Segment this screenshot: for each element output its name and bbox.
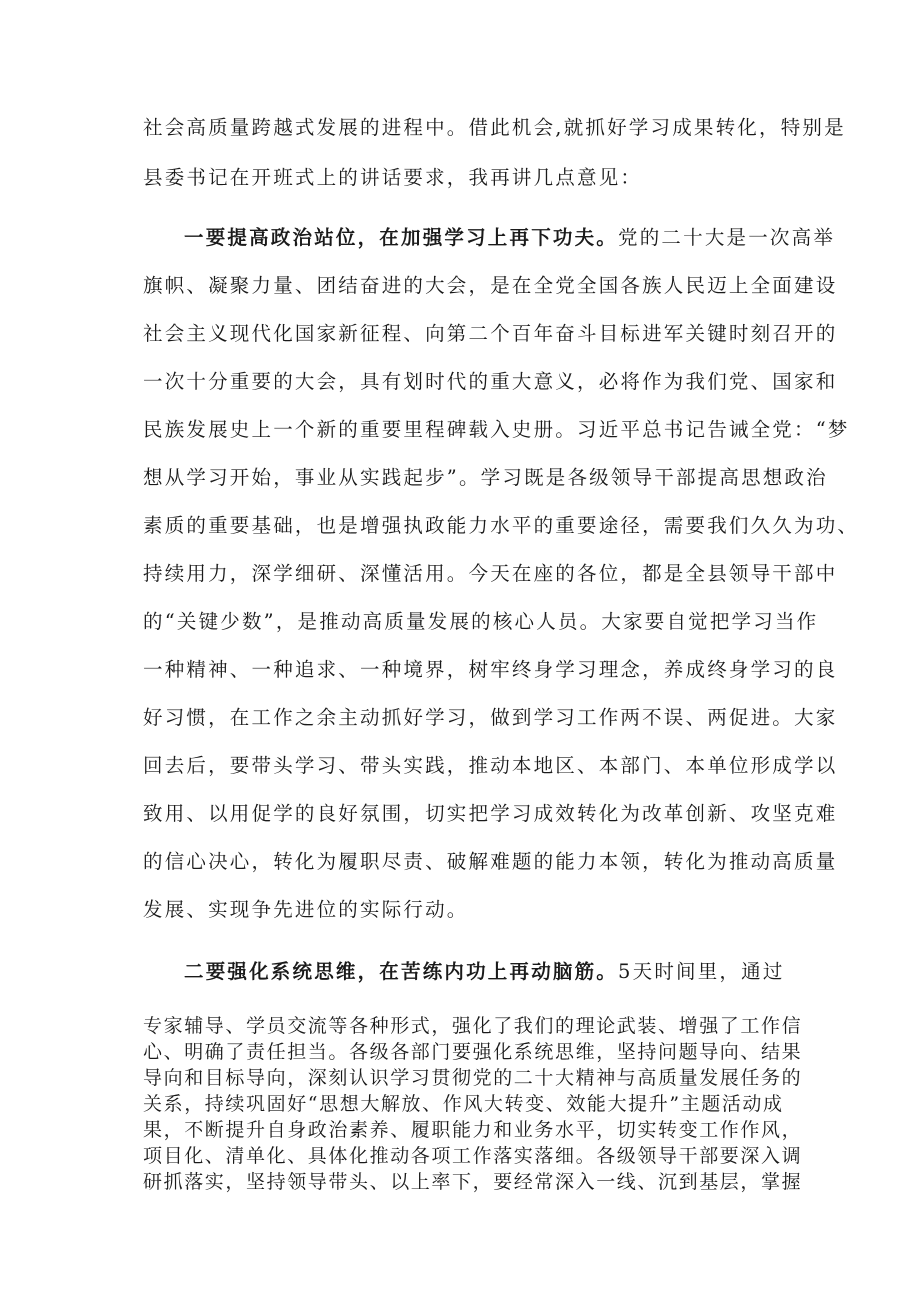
text-line: 一次十分重要的大会，具有划时代的重大意义，必将作为我们党、国家和 <box>143 370 838 393</box>
text-line: 社会高质量跨越式发展的进程中。借此机会,就抓好学习成果转化，特别是 <box>143 116 846 139</box>
text-line: 旗帜、凝聚力量、团结奋进的大会，是在全党全国各族人民迈上全面建设 <box>143 274 838 297</box>
text-line: 回去后，要带头学习、带头实践，推动本地区、本部门、本单位形成学以 <box>143 754 838 777</box>
text-line: 想从学习开始，事业从实践起步”。学习既是各级领导干部提高思想政治 <box>143 466 828 489</box>
text-line: 县委书记在开班式上的讲话要求，我再讲几点意见： <box>143 166 643 189</box>
text-line: 心、明确了责任担当。各级各部门要强化系统思维，坚持问题导向、结果 <box>143 1041 803 1063</box>
text-line: 关系，持续巩固好“思想大解放、作风大转变、效能大提升”主题活动成 <box>143 1093 784 1115</box>
text-line: 民族发展史上一个新的重要里程碑载入史册。习近平总书记告诫全党：“梦 <box>143 418 850 441</box>
text-line: 素质的重要基础，也是增强执政能力水平的重要途径，需要我们久久为功、 <box>143 514 860 537</box>
text-line: 的信心决心，转化为履职尽责、破解难题的能力本领，转化为推动高质量 <box>143 850 838 873</box>
text-run: 5天时间里，通过 <box>618 960 785 983</box>
text-line: 项目化、清单化、具体化推动各项工作落实落细。各级领导干部要深入调 <box>143 1145 803 1167</box>
paragraph-1-heading: 一要提高政治站位，在加强学习上再下功夫。 <box>184 226 619 249</box>
text-line: 持续用力，深学细研、深懂活用。今天在座的各位，都是全县领导干部中 <box>143 562 838 585</box>
text-run: 党的二十大是一次高举 <box>618 226 836 249</box>
text-line: 果，不断提升自身政治素养、履职能力和业务水平，切实转变工作作风， <box>143 1119 803 1141</box>
paragraph-1-first-line <box>184 226 835 250</box>
text-line: 研抓落实，坚持领导带头、以上率下，要经常深入一线、沉到基层，掌握 <box>143 1171 803 1193</box>
text-line: 一种精神、一种追求、一种境界，树牢终身学习理念，养成终身学习的良 <box>143 658 838 681</box>
text-line: 专家辅导、学员交流等各种形式，强化了我们的理论武装、增强了工作信 <box>143 1015 803 1037</box>
text-line: 社会主义现代化国家新征程、向第二个百年奋斗目标进军关键时刻召开的 <box>143 322 838 345</box>
text-line: 导向和目标导向，深刻认识学习贯彻党的二十大精神与高质量发展任务的 <box>143 1067 803 1089</box>
paragraph-2-heading: 二要强化系统思维，在苦练内功上再动脑筋。 <box>184 960 619 983</box>
text-line: 致用、以用促学的良好氛围，切实把学习成效转化为改革创新、攻坚克难 <box>143 802 838 825</box>
text-line: 好习惯，在工作之余主动抓好学习，做到学习工作两不误、两促进。大家 <box>143 706 838 729</box>
paragraph-2-first-line <box>184 960 785 984</box>
text-line: 的“关键少数”，是推动高质量发展的核心人员。大家要自觉把学习当作 <box>143 610 819 633</box>
text-line: 发展、实现争先进位的实际行动。 <box>143 898 469 921</box>
